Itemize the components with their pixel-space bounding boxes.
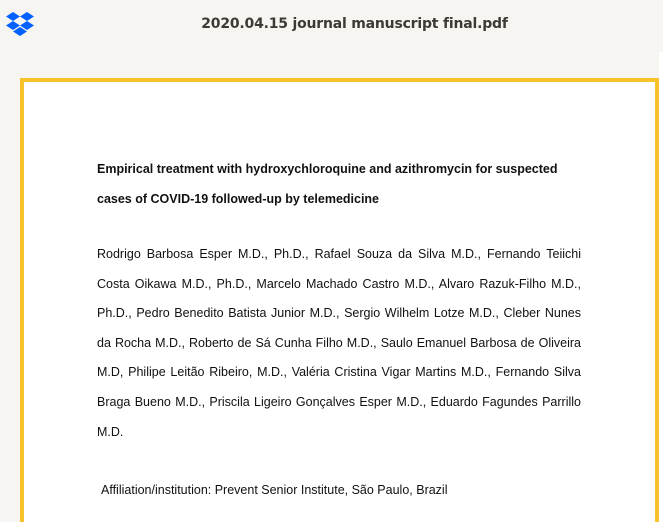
document-title: Empirical treatment with hydroxychloroquine and azithromycin for suspected cases of COVID-19 followed-up by telemedicine	[97, 162, 558, 206]
document-authors: Rodrigo Barbosa Esper M.D., Ph.D., Rafael Souza da Silva M.D., Fernando Teiichi Costa Oikawa M.D., Ph.D., Marcelo Machado Castro M.D., Alvaro Razuk-Filho M.D., Ph.D., Pedro Benedito Batista Junior M.D., Sergio Wilhelm Lotze M.D., Cleber Nunes da Rocha M.D., Roberto de Sá Cunha Filho M.D., Saulo Emanuel Barbosa de Oliveira M.D, Philipe Leitão Ribeiro, M.D., Valéria Cristina Vigar Martins M.D., Fernando Silva Braga Bueno M.D., Priscila Ligeiro Gonçalves Esper M.D., Eduardo Fagundes Parrillo M.D.	[97, 247, 581, 439]
viewer-scrollbar[interactable]	[659, 52, 663, 522]
pdf-page[interactable]	[20, 78, 659, 522]
file-name-title: 2020.04.15 journal manuscript final.pdf	[201, 16, 508, 32]
top-bar	[0, 0, 663, 52]
document-affiliation: Affiliation/institution: Prevent Senior Institute, São Paulo, Brazil	[101, 483, 448, 497]
